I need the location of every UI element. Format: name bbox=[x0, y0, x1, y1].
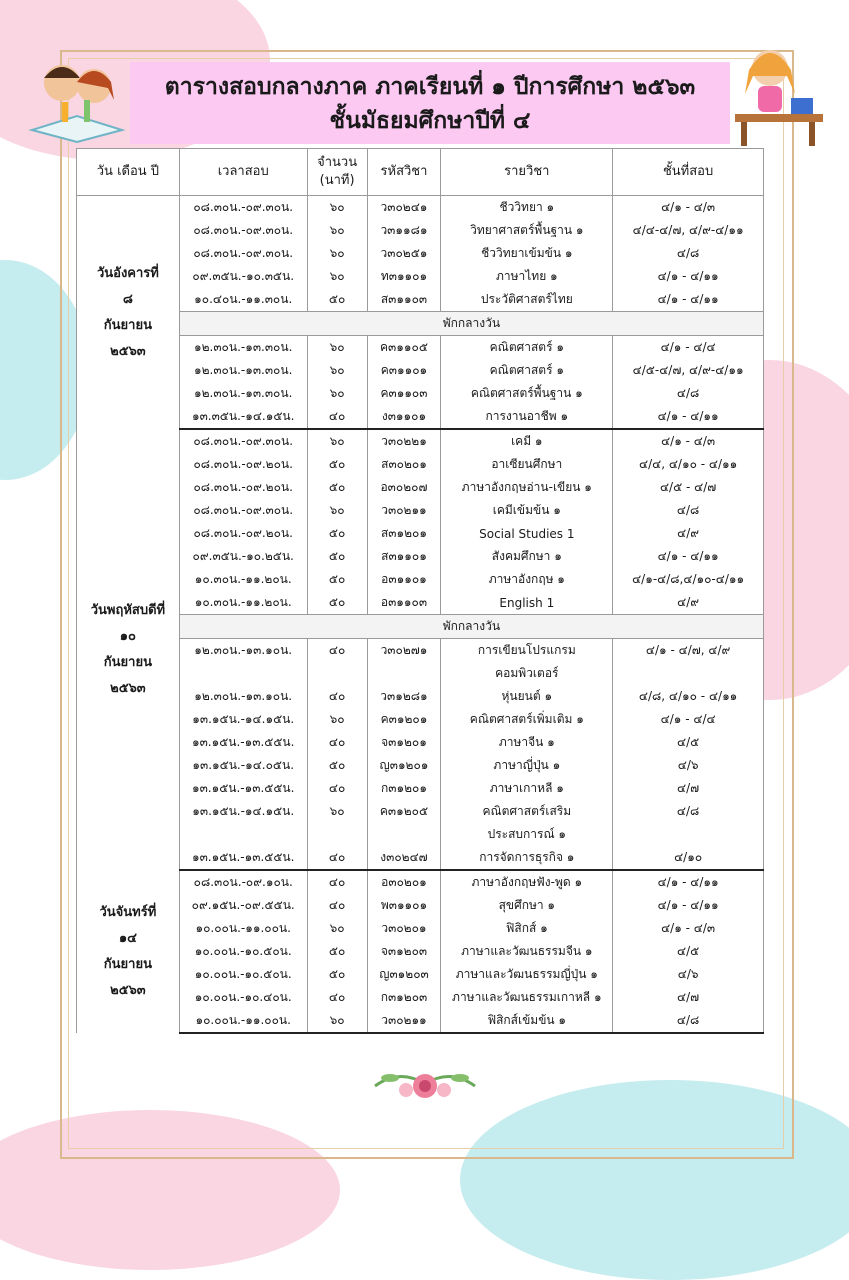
cell-time bbox=[179, 823, 307, 846]
cell-subject: ภาษาญี่ปุ่น ๑ bbox=[441, 754, 613, 777]
cell-duration: ๔๐ bbox=[307, 405, 367, 429]
table-row bbox=[77, 870, 764, 894]
cell-room: ๔/๑ - ๔/๓ bbox=[613, 429, 764, 453]
table-row bbox=[77, 708, 764, 731]
lunch-break-label: พักกลางวัน bbox=[179, 312, 763, 336]
cell-room: ๔/๑ - ๔/๑๑ bbox=[613, 894, 764, 917]
cell-code: ค๓๑๒๐๕ bbox=[367, 800, 441, 823]
cell-duration: ๖๐ bbox=[307, 1009, 367, 1033]
cell-room: ๔/๑ - ๔/๔ bbox=[613, 336, 764, 360]
cell-duration: ๔๐ bbox=[307, 639, 367, 663]
table-row bbox=[77, 846, 764, 870]
table-row bbox=[77, 242, 764, 265]
cell-code: ว๓๐๒๑๑ bbox=[367, 499, 441, 522]
table-row bbox=[77, 405, 764, 429]
exam-day-date: ๑๔ bbox=[118, 930, 137, 946]
cell-room: ๔/๘ bbox=[613, 800, 764, 823]
cell-code: ค๓๑๒๐๑ bbox=[367, 708, 441, 731]
cell-room: ๔/๕-๔/๗, ๔/๙-๔/๑๑ bbox=[613, 359, 764, 382]
exam-day-day: วันจันทร์ที่ bbox=[99, 904, 157, 920]
cell-room: ๔/๖ bbox=[613, 754, 764, 777]
cell-duration: ๖๐ bbox=[307, 708, 367, 731]
cell-duration: ๕๐ bbox=[307, 754, 367, 777]
cell-time: ๑๐.๔๐น.-๑๑.๓๐น. bbox=[179, 288, 307, 312]
cell-room: ๔/๔-๔/๗, ๔/๙-๔/๑๑ bbox=[613, 219, 764, 242]
cell-duration: ๕๐ bbox=[307, 453, 367, 476]
cell-duration: ๕๐ bbox=[307, 476, 367, 499]
table-row bbox=[77, 662, 764, 685]
flower-ornament bbox=[370, 1058, 480, 1108]
cell-room: ๔/๙ bbox=[613, 591, 764, 615]
cell-duration: ๔๐ bbox=[307, 846, 367, 870]
cell-code: ว๓๑๒๘๑ bbox=[367, 685, 441, 708]
cell-code: ญ๓๑๒๐๑ bbox=[367, 754, 441, 777]
table-row bbox=[77, 382, 764, 405]
cell-time: ๑๓.๑๕น.-๑๔.๑๕น. bbox=[179, 708, 307, 731]
cell-time: ๑๐.๓๐น.-๑๑.๒๐น. bbox=[179, 568, 307, 591]
cell-code: ว๓๐๒๕๑ bbox=[367, 242, 441, 265]
cell-time: ๑๐.๐๐น.-๑๑.๐๐น. bbox=[179, 917, 307, 940]
table-row bbox=[77, 777, 764, 800]
cell-room: ๔/๖ bbox=[613, 963, 764, 986]
table-row bbox=[77, 359, 764, 382]
cell-room: ๔/๑ - ๔/๓ bbox=[613, 196, 764, 220]
header-code: รหัสวิชา bbox=[367, 149, 441, 196]
cell-subject: การจัดการธุรกิจ ๑ bbox=[441, 846, 613, 870]
cell-duration: ๕๐ bbox=[307, 591, 367, 615]
cell-subject: วิทยาศาสตร์พื้นฐาน ๑ bbox=[441, 219, 613, 242]
cell-room: ๔/๗ bbox=[613, 986, 764, 1009]
cell-duration bbox=[307, 823, 367, 846]
cell-room: ๔/๑๐ bbox=[613, 846, 764, 870]
cell-subject: ภาษาจีน ๑ bbox=[441, 731, 613, 754]
cell-subject: English 1 bbox=[441, 591, 613, 615]
cell-duration: ๖๐ bbox=[307, 800, 367, 823]
cell-code bbox=[367, 823, 441, 846]
cell-time: ๑๐.๐๐น.-๑๐.๕๐น. bbox=[179, 940, 307, 963]
cell-subject: เคมี ๑ bbox=[441, 429, 613, 453]
cell-subject: ภาษาอังกฤษอ่าน-เขียน ๑ bbox=[441, 476, 613, 499]
exam-day-month: กันยายน bbox=[103, 317, 152, 333]
exam-day-date: ๘ bbox=[122, 291, 133, 307]
cell-subject: ภาษาอังกฤษฟัง-พูด ๑ bbox=[441, 870, 613, 894]
cell-time: ๐๘.๓๐น.-๐๙.๒๐น. bbox=[179, 522, 307, 545]
cell-subject: คณิตศาสตร์พื้นฐาน ๑ bbox=[441, 382, 613, 405]
cell-time: ๑๒.๓๐น.-๑๓.๓๐น. bbox=[179, 382, 307, 405]
cell-code: อ๓๑๑๐๑ bbox=[367, 568, 441, 591]
table-row bbox=[77, 731, 764, 754]
cell-time: ๐๘.๓๐น.-๐๙.๒๐น. bbox=[179, 453, 307, 476]
cell-code: ว๓๐๒๔๑ bbox=[367, 196, 441, 220]
cell-duration: ๖๐ bbox=[307, 429, 367, 453]
cell-duration: ๕๐ bbox=[307, 963, 367, 986]
cell-time: ๐๘.๓๐น.-๐๙.๓๐น. bbox=[179, 219, 307, 242]
cell-time: ๑๒.๓๐น.-๑๓.๓๐น. bbox=[179, 359, 307, 382]
table-row bbox=[77, 265, 764, 288]
cell-time: ๐๘.๓๐น.-๐๙.๓๐น. bbox=[179, 429, 307, 453]
cell-time: ๑๒.๓๐น.-๑๓.๑๐น. bbox=[179, 639, 307, 663]
table-row bbox=[77, 823, 764, 846]
cell-duration: ๖๐ bbox=[307, 265, 367, 288]
table-row bbox=[77, 754, 764, 777]
exam-schedule-table bbox=[76, 148, 764, 1034]
table-row bbox=[77, 196, 764, 220]
cell-code: ก๓๑๒๐๓ bbox=[367, 986, 441, 1009]
table-row bbox=[77, 800, 764, 823]
cell-time: ๑๓.๑๕น.-๑๔.๑๕น. bbox=[179, 800, 307, 823]
cell-code: อ๓๐๒๐๗ bbox=[367, 476, 441, 499]
exam-day-month: กันยายน bbox=[103, 956, 152, 972]
cell-room: ๔/๕ - ๔/๗ bbox=[613, 476, 764, 499]
table-row bbox=[77, 894, 764, 917]
cell-code: ค๓๑๑๐๕ bbox=[367, 336, 441, 360]
cell-duration: ๖๐ bbox=[307, 499, 367, 522]
table-row bbox=[77, 685, 764, 708]
cell-duration: ๖๐ bbox=[307, 917, 367, 940]
cell-room bbox=[613, 823, 764, 846]
table-row bbox=[77, 429, 764, 453]
cell-subject: คณิตศาสตร์ ๑ bbox=[441, 336, 613, 360]
cell-room: ๔/๘ bbox=[613, 242, 764, 265]
cell-time: ๑๓.๑๕น.-๑๓.๕๕น. bbox=[179, 846, 307, 870]
cell-duration bbox=[307, 662, 367, 685]
cell-time: ๑๓.๑๕น.-๑๔.๐๕น. bbox=[179, 754, 307, 777]
cell-code: พ๓๑๑๐๑ bbox=[367, 894, 441, 917]
cell-code: ว๓๐๒๗๑ bbox=[367, 639, 441, 663]
cell-duration: ๕๐ bbox=[307, 522, 367, 545]
cell-subject: ชีววิทยา ๑ bbox=[441, 196, 613, 220]
cell-subject: หุ่นยนต์ ๑ bbox=[441, 685, 613, 708]
header-date: วัน เดือน ปี bbox=[77, 149, 180, 196]
cell-code: ว๓๐๒๐๑ bbox=[367, 917, 441, 940]
cell-duration: ๕๐ bbox=[307, 940, 367, 963]
cell-time: ๑๐.๐๐น.-๑๐.๔๐น. bbox=[179, 986, 307, 1009]
table-header-row bbox=[77, 149, 764, 196]
cell-subject: อาเซียนศึกษา bbox=[441, 453, 613, 476]
cell-subject: Social Studies 1 bbox=[441, 522, 613, 545]
cell-time: ๐๘.๓๐น.-๐๙.๓๐น. bbox=[179, 196, 307, 220]
cell-code bbox=[367, 662, 441, 685]
cell-time: ๑๐.๐๐น.-๑๑.๐๐น. bbox=[179, 1009, 307, 1033]
table-row bbox=[77, 288, 764, 312]
cell-room bbox=[613, 662, 764, 685]
cell-code: อ๓๑๑๐๓ bbox=[367, 591, 441, 615]
cell-time: ๐๘.๓๐น.-๐๙.๒๐น. bbox=[179, 476, 307, 499]
cell-time: ๐๙.๓๕น.-๑๐.๒๕น. bbox=[179, 545, 307, 568]
cell-room: ๔/๔, ๔/๑๐ - ๔/๑๑ bbox=[613, 453, 764, 476]
cell-code: ค๓๑๑๐๓ bbox=[367, 382, 441, 405]
cell-room: ๔/๑ - ๔/๑๑ bbox=[613, 265, 764, 288]
table-row bbox=[77, 591, 764, 615]
cell-subject: คอมพิวเตอร์ bbox=[441, 662, 613, 685]
cell-duration: ๖๐ bbox=[307, 336, 367, 360]
cell-subject: คณิตศาสตร์ ๑ bbox=[441, 359, 613, 382]
cell-time: ๑๒.๓๐น.-๑๓.๓๐น. bbox=[179, 336, 307, 360]
cell-duration: ๖๐ bbox=[307, 359, 367, 382]
cell-subject: ฟิสิกส์เข้มข้น ๑ bbox=[441, 1009, 613, 1033]
cell-duration: ๔๐ bbox=[307, 986, 367, 1009]
cell-duration: ๖๐ bbox=[307, 196, 367, 220]
table-row bbox=[77, 336, 764, 360]
cell-code: ส๓๑๒๐๑ bbox=[367, 522, 441, 545]
cell-room: ๔/๑ - ๔/๓ bbox=[613, 917, 764, 940]
exam-day-day: วันอังคารที่ bbox=[96, 265, 159, 281]
cell-duration: ๔๐ bbox=[307, 731, 367, 754]
cell-room: ๔/๙ bbox=[613, 522, 764, 545]
cell-subject: ภาษาและวัฒนธรรมญี่ปุ่น ๑ bbox=[441, 963, 613, 986]
cell-code: ค๓๑๑๐๑ bbox=[367, 359, 441, 382]
cell-duration: ๕๐ bbox=[307, 545, 367, 568]
table-row bbox=[77, 545, 764, 568]
cell-room: ๔/๑ - ๔/๗, ๔/๙ bbox=[613, 639, 764, 663]
cell-time: ๐๘.๓๐น.-๐๙.๓๐น. bbox=[179, 499, 307, 522]
cell-room: ๔/๘, ๔/๑๐ - ๔/๑๑ bbox=[613, 685, 764, 708]
cell-subject: ภาษาและวัฒนธรรมเกาหลี ๑ bbox=[441, 986, 613, 1009]
page-title bbox=[130, 70, 730, 138]
exam-day-day: วันพฤหัสบดีที่ bbox=[90, 602, 166, 618]
exam-day-date: ๑๐ bbox=[119, 628, 136, 644]
table-row bbox=[77, 522, 764, 545]
table-row bbox=[77, 963, 764, 986]
cell-room: ๔/๑ - ๔/๔ bbox=[613, 708, 764, 731]
cell-code: ว๓๐๒๒๑ bbox=[367, 429, 441, 453]
table-row bbox=[77, 940, 764, 963]
cell-time: ๐๙.๓๕น.-๑๐.๓๕น. bbox=[179, 265, 307, 288]
lunch-break-row bbox=[77, 312, 764, 336]
cell-room: ๔/๕ bbox=[613, 731, 764, 754]
cell-duration: ๔๐ bbox=[307, 685, 367, 708]
table-row bbox=[77, 499, 764, 522]
table-row bbox=[77, 219, 764, 242]
exam-day-cell bbox=[77, 196, 180, 430]
cell-code: ส๓๑๑๐๑ bbox=[367, 545, 441, 568]
cell-code: ว๓๑๑๘๑ bbox=[367, 219, 441, 242]
cell-room: ๔/๘ bbox=[613, 499, 764, 522]
cell-subject: ประสบการณ์ ๑ bbox=[441, 823, 613, 846]
kids-reading-illustration bbox=[22, 38, 132, 148]
cell-code: ง๓๑๑๐๑ bbox=[367, 405, 441, 429]
header-duration: จำนวน (นาที) bbox=[307, 149, 367, 196]
cell-subject: ภาษาไทย ๑ bbox=[441, 265, 613, 288]
cell-time: ๑๐.๓๐น.-๑๑.๒๐น. bbox=[179, 591, 307, 615]
cell-time: ๐๘.๓๐น.-๐๙.๑๐น. bbox=[179, 870, 307, 894]
cell-room: ๔/๑ - ๔/๑๑ bbox=[613, 288, 764, 312]
cell-subject: การงานอาชีพ ๑ bbox=[441, 405, 613, 429]
cell-subject: เคมีเข้มข้น ๑ bbox=[441, 499, 613, 522]
cell-duration: ๕๐ bbox=[307, 288, 367, 312]
cell-subject: คณิตศาสตร์เพิ่มเติม ๑ bbox=[441, 708, 613, 731]
cell-subject: ฟิสิกส์ ๑ bbox=[441, 917, 613, 940]
cell-duration: ๕๐ bbox=[307, 568, 367, 591]
cell-code: จ๓๑๒๐๑ bbox=[367, 731, 441, 754]
exam-day-year: ๒๕๖๓ bbox=[110, 343, 146, 359]
cell-code: ว๓๐๒๑๑ bbox=[367, 1009, 441, 1033]
cell-subject: การเขียนโปรแกรม bbox=[441, 639, 613, 663]
exam-day-year: ๒๕๖๓ bbox=[110, 982, 146, 998]
cell-code: ง๓๐๒๔๗ bbox=[367, 846, 441, 870]
table-row bbox=[77, 1009, 764, 1033]
cell-duration: ๔๐ bbox=[307, 777, 367, 800]
table-row bbox=[77, 917, 764, 940]
cell-duration: ๖๐ bbox=[307, 242, 367, 265]
cell-time: ๐๘.๓๐น.-๐๙.๓๐น. bbox=[179, 242, 307, 265]
table-row bbox=[77, 453, 764, 476]
cell-code: อ๓๐๒๐๑ bbox=[367, 870, 441, 894]
cell-time: ๑๒.๓๐น.-๑๓.๑๐น. bbox=[179, 685, 307, 708]
cell-subject: ชีววิทยาเข้มข้น ๑ bbox=[441, 242, 613, 265]
cell-room: ๔/๑-๔/๘,๔/๑๐-๔/๑๑ bbox=[613, 568, 764, 591]
girl-student-illustration bbox=[725, 28, 825, 148]
cell-room: ๔/๘ bbox=[613, 1009, 764, 1033]
cell-time: ๑๓.๑๕น.-๑๓.๕๕น. bbox=[179, 777, 307, 800]
cell-room: ๔/๑ - ๔/๑๑ bbox=[613, 545, 764, 568]
title-line-2: ชั้นมัธยมศึกษาปีที่ ๔ bbox=[329, 108, 531, 134]
cell-room: ๔/๗ bbox=[613, 777, 764, 800]
cell-room: ๔/๑ - ๔/๑๑ bbox=[613, 870, 764, 894]
cell-duration: ๔๐ bbox=[307, 894, 367, 917]
exam-day-cell bbox=[77, 429, 180, 870]
table-row bbox=[77, 476, 764, 499]
cell-duration: ๖๐ bbox=[307, 382, 367, 405]
cell-subject: ประวัติศาสตร์ไทย bbox=[441, 288, 613, 312]
title-line-1: ตารางสอบกลางภาค ภาคเรียนที่ ๑ ปีการศึกษา ๒๕๖๓ bbox=[164, 74, 696, 100]
cell-subject: สุขศึกษา ๑ bbox=[441, 894, 613, 917]
cell-room: ๔/๕ bbox=[613, 940, 764, 963]
cell-duration: ๔๐ bbox=[307, 870, 367, 894]
cell-code: ก๓๑๒๐๑ bbox=[367, 777, 441, 800]
cell-code: ส๓๑๑๐๓ bbox=[367, 288, 441, 312]
header-subject: รายวิชา bbox=[441, 149, 613, 196]
cell-code: ส๓๐๒๐๑ bbox=[367, 453, 441, 476]
cell-time bbox=[179, 662, 307, 685]
exam-day-cell bbox=[77, 870, 180, 1033]
cell-time: ๑๓.๓๕น.-๑๔.๑๕น. bbox=[179, 405, 307, 429]
cell-subject: สังคมศึกษา ๑ bbox=[441, 545, 613, 568]
cell-room: ๔/๑ - ๔/๑๑ bbox=[613, 405, 764, 429]
cell-time: ๑๐.๐๐น.-๑๐.๕๐น. bbox=[179, 963, 307, 986]
cell-code: ญ๓๑๒๐๓ bbox=[367, 963, 441, 986]
table-row bbox=[77, 639, 764, 663]
cell-time: ๑๓.๑๕น.-๑๓.๕๕น. bbox=[179, 731, 307, 754]
cell-code: ท๓๑๑๐๑ bbox=[367, 265, 441, 288]
table-row bbox=[77, 568, 764, 591]
cell-room: ๔/๘ bbox=[613, 382, 764, 405]
header-room: ชั้นที่สอบ bbox=[613, 149, 764, 196]
exam-day-month: กันยายน bbox=[103, 654, 152, 670]
header-time: เวลาสอบ bbox=[179, 149, 307, 196]
table-row bbox=[77, 986, 764, 1009]
cell-time: ๐๙.๑๕น.-๐๙.๕๕น. bbox=[179, 894, 307, 917]
exam-day-year: ๒๕๖๓ bbox=[110, 680, 146, 696]
lunch-break-row bbox=[77, 615, 764, 639]
cell-subject: ภาษาและวัฒนธรรมจีน ๑ bbox=[441, 940, 613, 963]
lunch-break-label: พักกลางวัน bbox=[179, 615, 763, 639]
cell-subject: ภาษาเกาหลี ๑ bbox=[441, 777, 613, 800]
cell-subject: คณิตศาสตร์เสริม bbox=[441, 800, 613, 823]
cell-subject: ภาษาอังกฤษ ๑ bbox=[441, 568, 613, 591]
cell-duration: ๖๐ bbox=[307, 219, 367, 242]
cell-code: จ๓๑๒๐๓ bbox=[367, 940, 441, 963]
